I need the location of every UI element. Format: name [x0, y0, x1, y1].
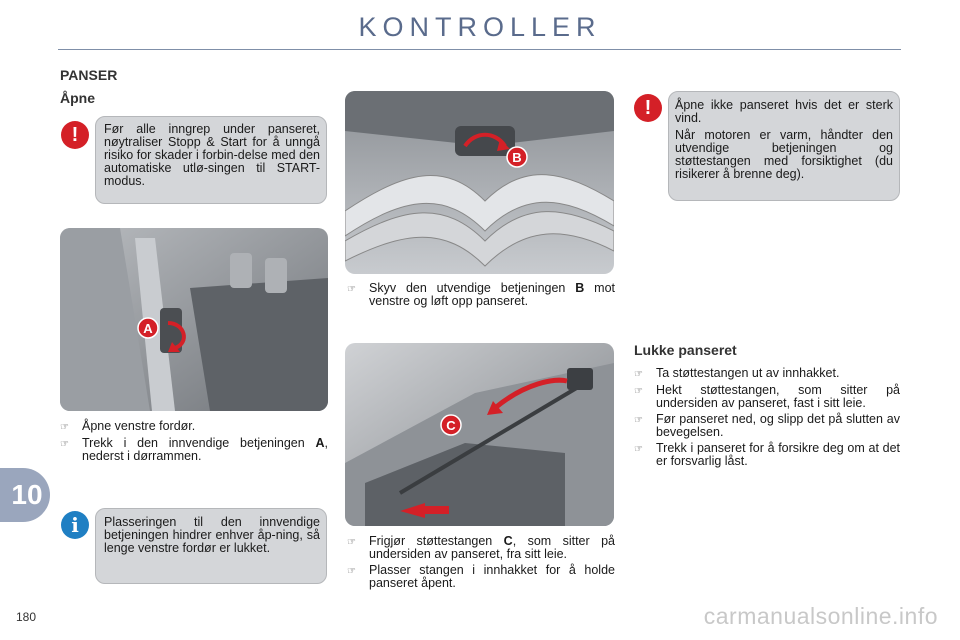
subsection-close-title: Lukke panseret — [634, 342, 737, 358]
photo-label-c: C — [446, 418, 456, 433]
bullet-arrow-icon: ☞ — [60, 439, 69, 450]
warning-icon: ! — [634, 94, 662, 122]
steps-c-list — [347, 535, 615, 593]
warning-stop-start-box — [95, 116, 327, 204]
info-icon: i — [61, 511, 89, 539]
warning-wind-text: Åpne ikke panseret hvis det er sterk vind. — [675, 98, 893, 125]
step-item: ☞ Ta støttestangen ut av innhakket. — [634, 366, 840, 380]
bullet-arrow-icon: ☞ — [634, 369, 643, 380]
bullet-arrow-icon: ☞ — [634, 415, 643, 426]
step-item: ☞ Plasser stangen i innhakket for å holde panseret åpent. — [347, 563, 615, 590]
warning-hot-text: Når motoren er varm, håndter den utvendige betjeningen og støttestangen med forsiktighet (du risikerer å brenne deg). — [675, 128, 893, 181]
photo-exterior-release — [345, 91, 614, 274]
photo-interior-release — [60, 228, 328, 411]
steps-close-list — [634, 367, 900, 471]
page-number: 180 — [16, 610, 37, 624]
photo-support-rod — [345, 343, 614, 526]
subsection-open-title: Åpne — [60, 90, 95, 106]
bullet-arrow-icon: ☞ — [347, 537, 356, 548]
bullet-arrow-icon: ☞ — [60, 422, 69, 433]
warning-hot-engine-box — [668, 91, 900, 201]
warning-stop-start-text: Før alle inngrep under panseret, nøytraliser Stopp & Start for å unngå risiko for skader i forbin-delse med den automatiske utlø-singen til START-modus. — [104, 122, 320, 188]
warning-icon: ! — [61, 121, 89, 149]
page-title: KONTROLLER — [358, 12, 602, 42]
chapter-tab[interactable]: 10 — [0, 468, 50, 522]
info-note-text: Plasseringen til den innvendige betjeningen hindrer enhver åp-ning, så lenge venstre fordør er lukket. — [104, 515, 320, 555]
section-title: PANSER — [60, 67, 118, 83]
step-item: ☞ Frigjør støttestangen C, som sitter på undersiden av panseret, fra sitt leie. — [347, 534, 615, 561]
step-item: ☞ Åpne venstre fordør. — [60, 419, 196, 433]
watermark: carmanualsonline.info — [703, 603, 938, 629]
step-item: ☞ Skyv den utvendige betjeningen B mot venstre og løft opp panseret. — [347, 281, 615, 308]
bullet-arrow-icon: ☞ — [634, 444, 643, 455]
step-item: ☞ Før panseret ned, og slipp det på slutten av bevegelsen. — [634, 412, 900, 439]
steps-open-list — [60, 420, 328, 466]
photo-label-a: A — [143, 321, 153, 336]
title-rule — [58, 49, 901, 50]
step-item: ☞ Trekk i panseret for å forsikre deg om at det er forsvarlig låst. — [634, 441, 900, 468]
bullet-arrow-icon: ☞ — [347, 284, 356, 295]
steps-b-list — [347, 282, 615, 311]
photo-label-b: B — [512, 150, 522, 165]
bullet-arrow-icon: ☞ — [634, 386, 643, 397]
info-note-box — [95, 508, 327, 584]
step-item: ☞ Hekt støttestangen, som sitter på undersiden av panseret, fast i sitt leie. — [634, 383, 900, 410]
bullet-arrow-icon: ☞ — [347, 566, 356, 577]
step-item: ☞ Trekk i den innvendige betjeningen A, nederst i dørrammen. — [60, 436, 328, 463]
